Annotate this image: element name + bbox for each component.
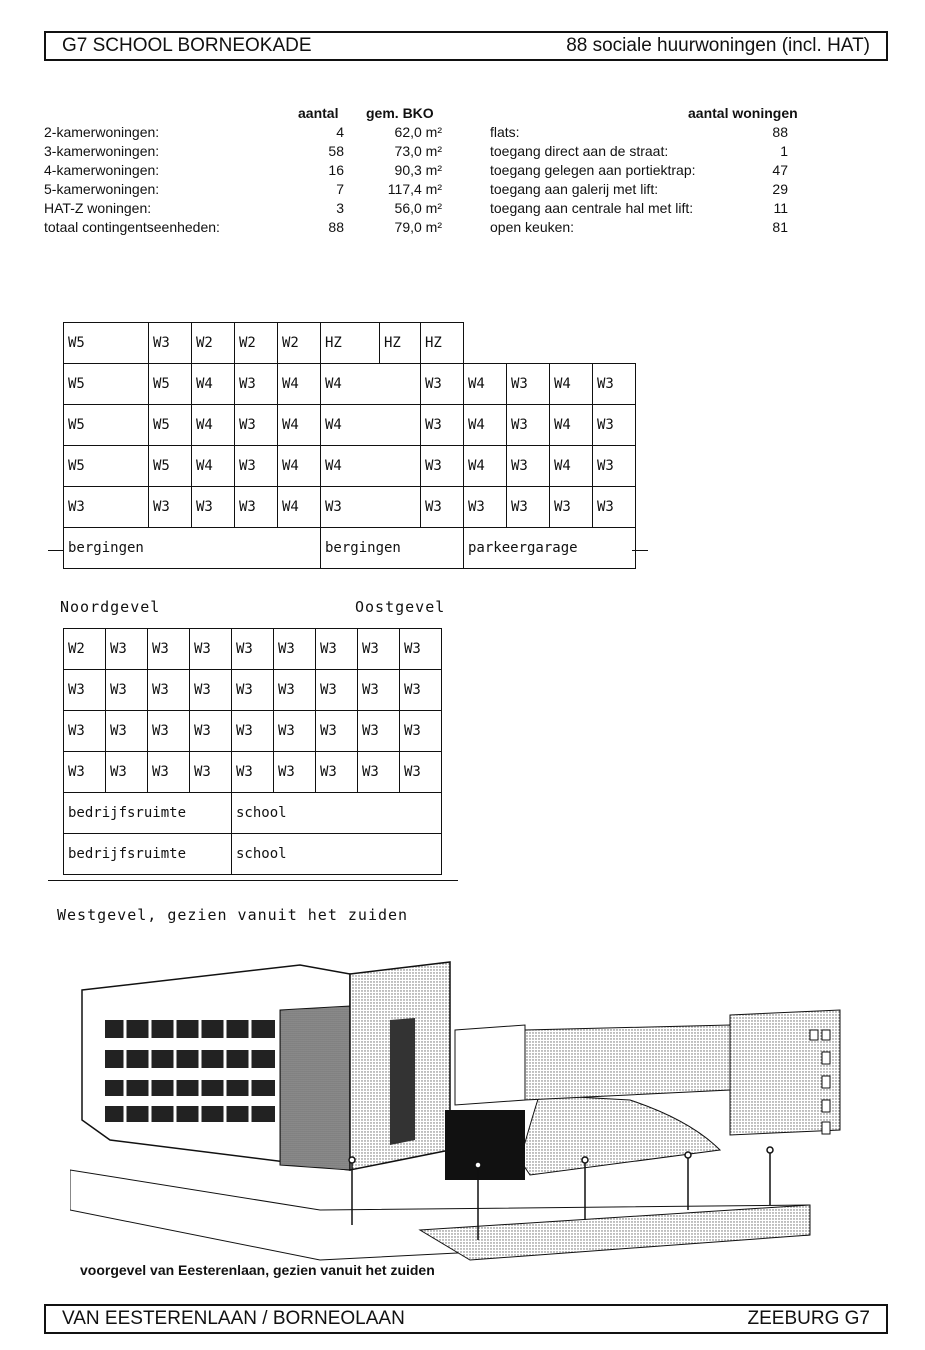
row-bko: 117,4 m²	[387, 181, 442, 197]
ground-line	[632, 550, 648, 551]
unit-cell: W3	[274, 670, 316, 711]
header-bar	[44, 31, 888, 61]
project-title: G7 SCHOOL BORNEOKADE	[62, 35, 312, 56]
row-label: toegang aan centrale hal met lift:	[490, 200, 694, 216]
row-bko: 62,0 m²	[394, 124, 442, 140]
unit-cell: W3	[190, 711, 232, 752]
parking-cell: parkeergarage	[464, 528, 636, 569]
unit-cell: W3	[274, 629, 316, 670]
row-label: open keuken:	[490, 219, 575, 235]
unit-cell: W3	[64, 752, 106, 793]
access-type-row	[490, 142, 820, 161]
row-label: toegang gelegen aan portiektrap:	[490, 162, 696, 178]
unit-cell: W3	[507, 405, 550, 446]
unit-cell: W5	[64, 446, 149, 487]
dwelling-type-row	[44, 180, 454, 199]
unit-cell: W3	[550, 487, 593, 528]
unit-cell: HZ	[380, 323, 421, 364]
row-label: 3-kamerwoningen:	[44, 143, 160, 159]
unit-cell: W3	[507, 364, 550, 405]
unit-cell: W3	[235, 446, 278, 487]
unit-cell: W3	[106, 629, 148, 670]
access-type-row	[490, 218, 820, 237]
unit-cell: W3	[421, 364, 464, 405]
row-value: 29	[772, 181, 788, 197]
row-label: 4-kamerwoningen:	[44, 162, 160, 178]
location-title: VAN EESTERENLAAN / BORNEOLAAN	[62, 1308, 405, 1329]
row-aantal: 3	[336, 200, 344, 216]
unit-cell: W4	[550, 405, 593, 446]
dwelling-type-row	[44, 123, 454, 142]
unit-cell: W3	[400, 752, 442, 793]
row-aantal: 16	[328, 162, 344, 178]
dwelling-type-row	[44, 161, 454, 180]
unit-cell: W3	[232, 629, 274, 670]
row-aantal: 4	[336, 124, 344, 140]
unit-cell: W3	[148, 711, 190, 752]
unit-cell: W3	[148, 670, 190, 711]
business-space-cell: bedrijfsruimte	[64, 793, 232, 834]
row-aantal: 88	[328, 219, 344, 235]
ground-line	[48, 880, 458, 881]
unit-cell: W3	[232, 752, 274, 793]
unit-cell: W4	[192, 364, 235, 405]
unit-cell: W3	[593, 487, 636, 528]
label-oostgevel: Oostgevel	[355, 598, 446, 616]
row-label: toegang aan galerij met lift:	[490, 181, 659, 197]
unit-cell: W3	[106, 670, 148, 711]
school-cell: school	[232, 793, 442, 834]
unit-cell: W3	[235, 487, 278, 528]
access-type-row	[490, 199, 820, 218]
unit-cell: W4	[550, 364, 593, 405]
north-east-elevation-grid	[63, 322, 636, 569]
unit-cell: W3	[358, 711, 400, 752]
unit-cell: W4	[278, 446, 321, 487]
row-label: 2-kamerwoningen:	[44, 124, 160, 140]
unit-cell: W3	[507, 487, 550, 528]
unit-cell: W3	[421, 487, 464, 528]
unit-cell: W3	[64, 670, 106, 711]
unit-cell: W2	[278, 323, 321, 364]
dwelling-type-row	[44, 142, 454, 161]
building-illustration	[70, 960, 875, 1270]
row-bko: 73,0 m²	[394, 143, 442, 159]
unit-cell: W3	[148, 752, 190, 793]
unit-cell: W3	[316, 670, 358, 711]
unit-cell: W4	[321, 405, 421, 446]
label-noordgevel: Noordgevel	[60, 598, 161, 616]
unit-cell: HZ	[421, 323, 464, 364]
unit-cell: W3	[64, 711, 106, 752]
unit-cell: W4	[192, 446, 235, 487]
unit-cell: W3	[316, 629, 358, 670]
row-label: 5-kamerwoningen:	[44, 181, 160, 197]
unit-cell: W3	[358, 752, 400, 793]
unit-cell: W4	[464, 446, 507, 487]
row-value: 88	[772, 124, 788, 140]
access-type-row	[490, 180, 820, 199]
unit-cell: W4	[464, 364, 507, 405]
dwelling-types-table	[44, 104, 454, 237]
unit-cell: W2	[192, 323, 235, 364]
unit-cell: W5	[149, 364, 192, 405]
unit-cell: W4	[192, 405, 235, 446]
unit-cell: W3	[192, 487, 235, 528]
unit-cell: W5	[64, 364, 149, 405]
unit-cell: W5	[149, 405, 192, 446]
unit-cell: W4	[278, 487, 321, 528]
row-aantal: 58	[328, 143, 344, 159]
unit-cell: W3	[507, 446, 550, 487]
access-type-row	[490, 123, 820, 142]
access-types-header	[490, 104, 820, 123]
unit-cell: W4	[550, 446, 593, 487]
unit-cell: W3	[316, 752, 358, 793]
access-type-row	[490, 161, 820, 180]
unit-cell: W3	[235, 405, 278, 446]
row-bko: 56,0 m²	[394, 200, 442, 216]
empty-cell	[464, 323, 636, 364]
unit-cell: W3	[316, 711, 358, 752]
row-value: 11	[773, 200, 788, 216]
access-types-table	[490, 104, 820, 237]
ground-line	[48, 550, 64, 551]
row-aantal: 7	[336, 181, 344, 197]
col-bko-header: gem. BKO	[366, 105, 434, 121]
col-aantal-header: aantal	[298, 105, 339, 121]
row-label: toegang direct aan de straat:	[490, 143, 669, 159]
unit-cell: W3	[64, 487, 149, 528]
unit-cell: W3	[321, 487, 421, 528]
unit-cell: W4	[464, 405, 507, 446]
row-label: HAT-Z woningen:	[44, 200, 152, 216]
unit-cell: W3	[593, 446, 636, 487]
unit-cell: W5	[64, 323, 149, 364]
unit-cell: W3	[400, 629, 442, 670]
unit-cell: W4	[321, 446, 421, 487]
unit-cell: W3	[149, 487, 192, 528]
unit-cell: W3	[274, 711, 316, 752]
footer-bar	[44, 1304, 888, 1334]
unit-cell: W4	[278, 364, 321, 405]
unit-cell: W2	[64, 629, 106, 670]
unit-cell: W3	[190, 670, 232, 711]
west-elevation-grid	[63, 628, 442, 875]
unit-cell: W3	[593, 364, 636, 405]
unit-cell: W3	[421, 446, 464, 487]
dwelling-type-row	[44, 218, 454, 237]
row-bko: 79,0 m²	[394, 219, 442, 235]
unit-cell: W2	[235, 323, 278, 364]
unit-cell: W3	[400, 670, 442, 711]
unit-cell: W3	[235, 364, 278, 405]
unit-cell: W5	[149, 446, 192, 487]
row-label: totaal contingentseenheden:	[44, 219, 220, 235]
project-summary: 88 sociale huurwoningen (incl. HAT)	[566, 35, 870, 56]
label-westgevel: Westgevel, gezien vanuit het zuiden	[57, 906, 409, 924]
row-label: flats:	[490, 124, 520, 140]
unit-cell: W3	[593, 405, 636, 446]
business-space-cell: bedrijfsruimte	[64, 834, 232, 875]
unit-cell: W3	[421, 405, 464, 446]
school-cell: school	[232, 834, 442, 875]
unit-cell: W4	[278, 405, 321, 446]
unit-cell: W3	[149, 323, 192, 364]
row-value: 47	[772, 162, 788, 178]
dwelling-type-row	[44, 199, 454, 218]
district-code: ZEEBURG G7	[747, 1308, 870, 1329]
unit-cell: W3	[358, 670, 400, 711]
unit-cell: W3	[106, 752, 148, 793]
row-value: 1	[780, 143, 788, 159]
dwelling-types-header	[44, 104, 454, 123]
row-bko: 90,3 m²	[394, 162, 442, 178]
unit-cell: W3	[274, 752, 316, 793]
unit-cell: W3	[400, 711, 442, 752]
unit-cell: HZ	[321, 323, 380, 364]
unit-cell: W3	[106, 711, 148, 752]
unit-cell: W3	[190, 752, 232, 793]
unit-cell: W3	[148, 629, 190, 670]
unit-cell: W3	[358, 629, 400, 670]
col-woningen-header: aantal woningen	[688, 105, 798, 121]
unit-cell: W3	[232, 711, 274, 752]
row-value: 81	[772, 219, 788, 235]
illustration-caption: voorgevel van Eesterenlaan, gezien vanuit het zuiden	[80, 1262, 435, 1278]
unit-cell: W3	[190, 629, 232, 670]
storage-cell: bergingen	[64, 528, 321, 569]
storage-cell: bergingen	[321, 528, 464, 569]
unit-cell: W5	[64, 405, 149, 446]
unit-cell: W3	[464, 487, 507, 528]
unit-cell: W3	[232, 670, 274, 711]
unit-cell: W4	[321, 364, 421, 405]
